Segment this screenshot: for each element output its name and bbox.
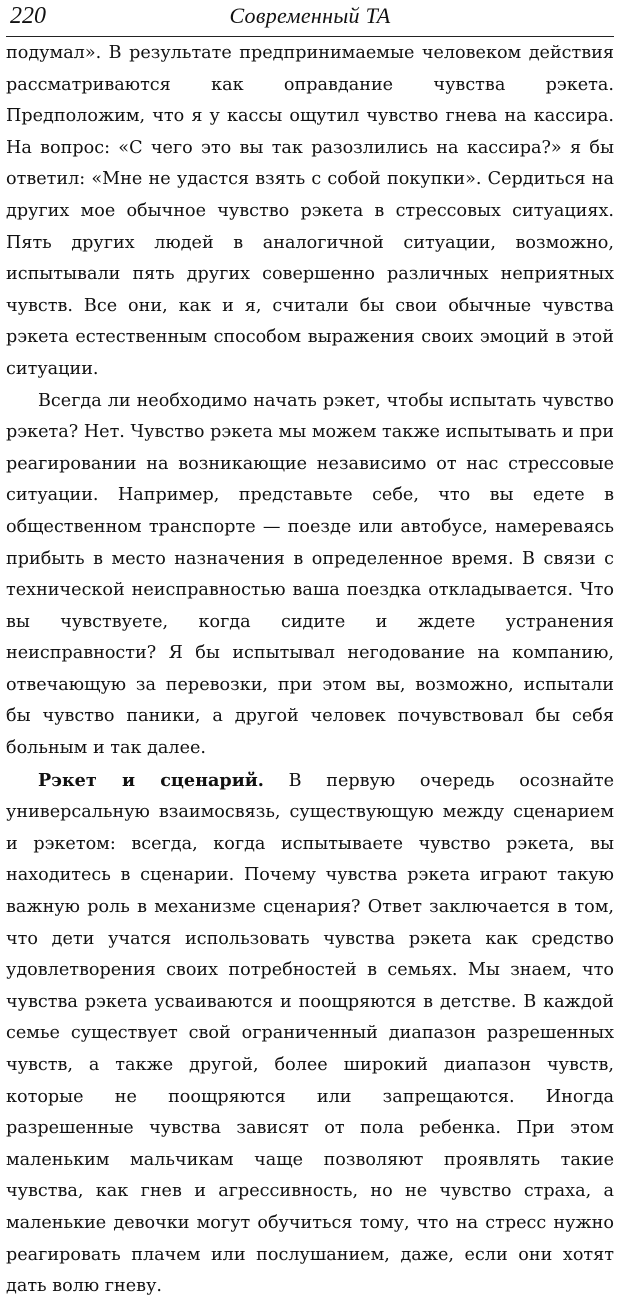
body-text	[6, 38, 614, 1303]
section-heading: Рэкет и сценарий.	[38, 769, 264, 791]
paragraph-2: Всегда ли необходимо начать рэкет, чтобы испытать чувство рэкета? Нет. Чувство рэкета мы можем также испытывать и при реагировании на возникающие независимо от нас стрессовые ситуации. Например, представьте себе, что вы едете в общественном транспорте — поезде или автобусе, намереваясь прибыть в место назначения в определенное время. В связи с технической неисправностью ваша поездка откладывается. Что вы чувствуете, когда сидите и ждете устранения неисправности? Я бы испытывал негодование на компанию, отвечающую за перевозки, при этом вы, возможно, испытали бы чувство паники, а другой человек почувствовал бы себя больным и так далее.	[6, 390, 614, 759]
running-title: Современный ТА	[229, 3, 391, 28]
paragraph-3-text: В первую очередь осознайте универсальную взаимосвязь, существующую между сценарием и рэкетом: всегда, когда испытываете чувство рэкета, вы находитесь в сценарии. Почему чувства рэкета играют такую важную роль в механизме сценария? Ответ заключается в том, что дети учатся использовать чувства рэкета как средство удовлетворения своих потребностей в семьях. Мы знаем, что чувства рэкета усваиваются и поощряются в детстве. В каждой семье существует свой ограниченный диапазон разрешенных чувств, а также другой, более широкий диапазон чувств, которые не поощряются или запрещаются. Иногда разрешенные чувства зависят от пола ребенка. При этом маленьким мальчикам чаще позволяют проявлять такие чувства, как гнев и агрессивность, но не чувство страха, а маленькие девочки могут обучиться тому, что на стресс нужно реагировать плачем или послушанием, даже, если они хотят дать волю гневу.	[6, 770, 615, 1297]
paragraph-1: подумал». В результате предпринимаемые человеком действия рассматриваются как оправдание чувства рэкета. Предположим, что я у кассы ощутил чувство гнева на кассира. На вопрос: «С чего это вы так разозлились на кассира?» я бы ответил: «Мне не удастся взять с собой покупки». Сердиться на других мое обычное чувство рэкета в стрессовых ситуациях. Пять других людей в аналогичной ситуации, возможно, испытывали пять других совершенно различных неприятных чувств. Все они, как и я, считали бы свои обычные чувства рэкета естественным способом выражения своих эмоций в этой ситуации.	[6, 43, 614, 379]
page-header	[6, 0, 614, 37]
paragraph-3	[6, 765, 614, 1303]
page-number: 220	[10, 3, 46, 29]
